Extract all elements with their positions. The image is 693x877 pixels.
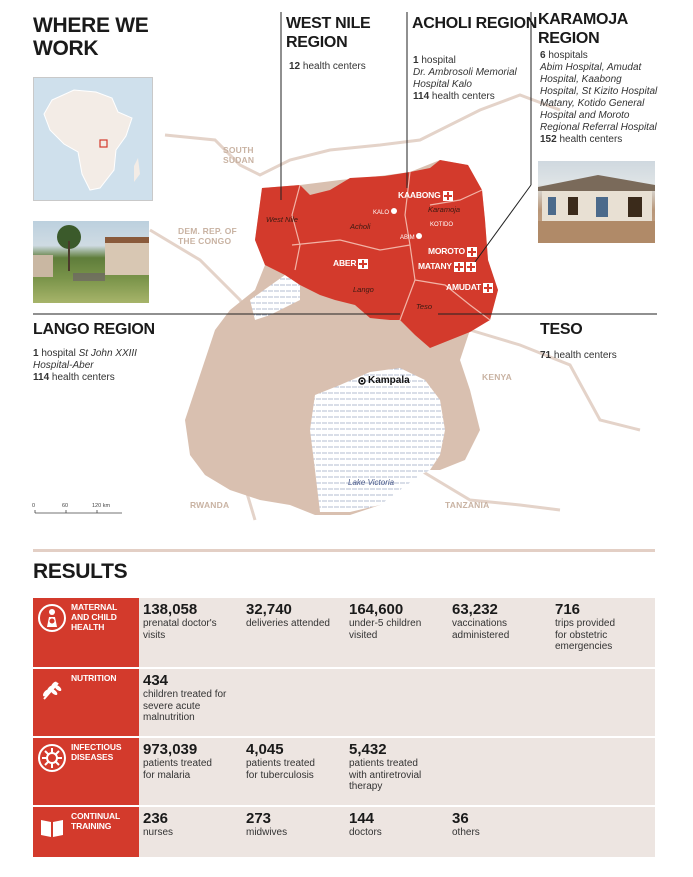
- stat-cell: 273 midwives: [246, 810, 288, 838]
- city-abim: ABIM: [400, 233, 422, 241]
- lake-victoria-shape: [310, 368, 445, 512]
- label-tanzania: TANZANIA: [445, 500, 490, 510]
- book-icon: [38, 813, 66, 841]
- results-row-nutrition: [33, 669, 655, 736]
- category-nutrition: [33, 669, 139, 736]
- stat-cell: 236 nurses: [143, 810, 174, 838]
- city-amudat: AMUDAT: [446, 282, 493, 293]
- scale-label-120: 120 km: [92, 503, 111, 509]
- africa-inset-map: [33, 77, 153, 201]
- category-label: NUTRITION: [71, 673, 117, 683]
- stat-cell: 63,232 vaccinations administered: [452, 601, 510, 641]
- hospital-cross-icon: [443, 191, 453, 201]
- stat-cell: 164,600 under-5 children visited: [349, 601, 422, 641]
- stat-cell: 138,058 prenatal doctor's visits: [143, 601, 217, 641]
- section-divider: [33, 549, 655, 552]
- stat-cell: 5,432 patients treated with antiretrovial therapy: [349, 741, 422, 792]
- scale-label-0: 0: [32, 503, 36, 509]
- category-maternal: [33, 598, 139, 667]
- category-label: INFECTIOUS DISEASES: [71, 742, 122, 762]
- results-row-training: [33, 807, 655, 857]
- hospital-cross-icon: [358, 259, 368, 269]
- hospital-cross-icon: [466, 262, 476, 272]
- category-label: CONTINUAL TRAINING: [71, 811, 120, 831]
- category-label: MATERNAL AND CHILD HEALTH: [71, 602, 118, 632]
- virus-icon: [38, 744, 66, 772]
- label-rwanda: RWANDA: [190, 500, 230, 510]
- mother-child-icon: [38, 604, 66, 632]
- label-lango: Lango: [353, 285, 374, 294]
- stat-cell: 36 others: [452, 810, 480, 838]
- label-south-sudan: SOUTH SUDAN: [223, 145, 255, 165]
- page-title: WHERE WE WORK: [33, 14, 149, 60]
- karamoja-stats: 6 hospitals Abim Hospital, Amudat Hospital, Kaabong Hospital, St Kizito Hospital Matany, Kotido General Hospital and Moroto Regional Referral Hospital 152 health centers: [540, 50, 658, 145]
- city-matany: MATANY: [418, 261, 476, 272]
- hospital-cross-icon: [467, 247, 477, 257]
- stat-cell: 144 doctors: [349, 810, 382, 838]
- karamoja-heading: KARAMOJA REGION: [538, 11, 629, 47]
- hospital-dot-icon: [391, 208, 397, 214]
- category-infectious: [33, 738, 139, 805]
- acholi-stats: 1 hospital Dr. Ambrosoli Memorial Hospital Kalo 114 health centers: [413, 55, 517, 102]
- label-acholi: Acholi: [350, 222, 371, 231]
- wheat-icon: [38, 675, 66, 703]
- city-kampala: Kampala: [368, 375, 410, 386]
- city-aber: ABER: [333, 258, 368, 269]
- teso-heading: TESO: [540, 321, 583, 338]
- city-kalo: KALO: [373, 208, 397, 216]
- scale-label-60: 60: [62, 503, 69, 509]
- lango-heading: LANGO REGION: [33, 321, 155, 338]
- results-row-infectious: [33, 738, 655, 805]
- teso-stats: 71 health centers: [540, 350, 617, 361]
- west-nile-heading: WEST NILE REGION: [286, 15, 371, 51]
- hospital-cross-icon: [454, 262, 464, 272]
- hospital-cross-icon: [483, 283, 493, 293]
- city-kaabong: KAABONG: [398, 190, 453, 201]
- lango-stats: 1 hospital St John XXIII Hospital-Aber 114 health centers: [33, 348, 137, 383]
- label-kenya: KENYA: [482, 372, 512, 382]
- hospital-dot-icon: [416, 233, 422, 239]
- label-karamoja: Karamoja: [428, 205, 461, 214]
- stat-cell: 973,039 patients treated for malaria: [143, 741, 212, 781]
- city-kotido: KOTIDO: [430, 222, 454, 228]
- acholi-heading: ACHOLI REGION: [412, 15, 537, 32]
- label-west-nile: West Nile: [266, 215, 298, 224]
- results-row-maternal: [33, 598, 655, 667]
- west-nile-stats: 12 health centers: [289, 61, 366, 72]
- category-training: [33, 807, 139, 857]
- label-congo: DEM. REP. OF THE CONGO: [178, 226, 237, 246]
- label-lake-victoria: Lake Victoria: [348, 478, 395, 487]
- city-moroto: MOROTO: [428, 246, 477, 257]
- stat-cell: 716 trips provided for obstetric emergencies: [555, 601, 616, 652]
- stat-cell: 32,740 deliveries attended: [246, 601, 330, 629]
- scale-bar: [35, 510, 122, 513]
- lango-hospital-photo: [33, 221, 149, 303]
- stat-cell: 434 children treated for severe acute malnutrition: [143, 672, 227, 723]
- karamoja-hospital-photo: [538, 161, 655, 243]
- label-teso: Teso: [416, 302, 432, 311]
- stat-cell: 4,045 patients treated for tuberculosis: [246, 741, 315, 781]
- results-title: RESULTS: [33, 560, 128, 583]
